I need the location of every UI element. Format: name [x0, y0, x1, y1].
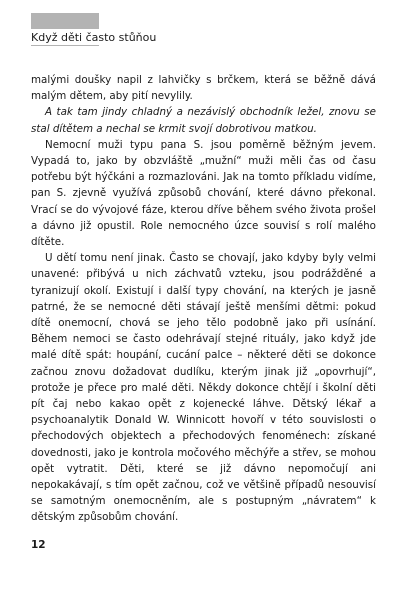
paragraph-3: Nemocní muži typu pana S. jsou poměrně běžným jevem. Vypadá to, jako by obzvláště „mužní“ muži měli čas od času potřebu být hýčkáni a rozmazlováni. Jak na tomto příkladu vidíme, pan S. zjevně využívá způsobů chování, které dávno překonal. Vrací se do vývojové fáze, kterou dříve během svého života prošel a dávno již opustil. Role nemocného úzce souvisí s rolí malého dítěte.: [31, 138, 376, 249]
paragraph-4: U dětí tomu není jinak. Často se chovají, jako kdyby byly velmi unavené: přibývá u nich záchvatů vzteku, jsou podrážděné a tyranizují okolí. Existují i další typy chování, na kterých je jasně patrné, že se nemocné děti stávají ještě menšími dětmi: pokud dítě onemocní, chová se jeho tělo podobně jako při usínání. Během nemoci se často odehrávají stejné rituály, jako když jde malé dítě spát: houpání, cucání palce – některé děti se dokonce začnou znovu dožadovat dudlíku, kterým jinak již „opovrhují“, protože je přece pro malé děti. Někdy dokonce chtějí i školní děti pít čaj nebo kakao opět z kojenecké láhve. Dětský lékař a psychoanalytik Donald W. Winnicott hovoří v této souvislosti o přechodových objektech a přechodových fenoménech: získané dovednosti, jako je kontrola močového měchýře a střev, se mohou opět vytratit. Děti, které se již dávno nepomočují ani nepokakávají, s tím opět začnou, což ve většině případů nesouvisí se samotným onemocněním, ale s postupným „návratem“ k dětským způsobům chování.: [31, 252, 376, 524]
paragraph-2-italic: A tak tam jindy chladný a nezávislý obchodník ležel, znovu se stal dítětem a nechal se krmit svojí dobrotivou matkou.: [31, 106, 376, 135]
header-divider: [31, 45, 99, 46]
paragraph-1: malými doušky napil z lahvičky s brčkem, která se běžně dává malým dětem, aby pití nevylily.: [31, 74, 376, 103]
running-head-title: Když děti často stůňou: [31, 31, 157, 44]
header-gray-bar: [31, 13, 99, 29]
page-number: 12: [31, 539, 46, 551]
body-text: [31, 72, 376, 526]
